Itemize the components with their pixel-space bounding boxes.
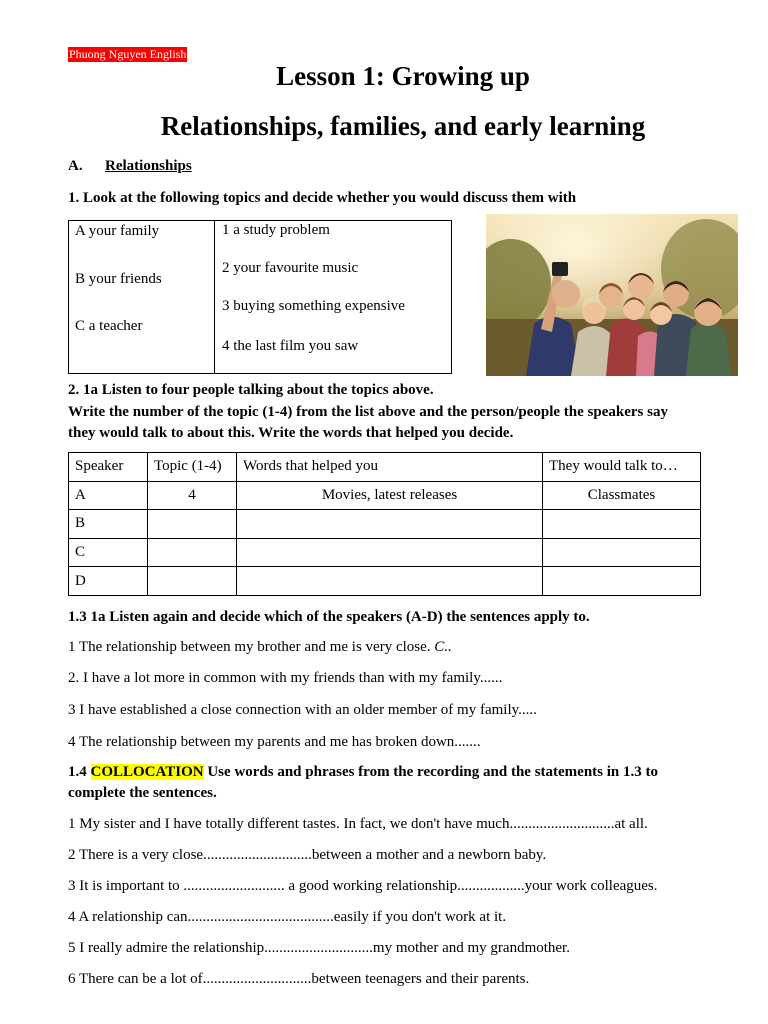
question-1-prompt: 1. Look at the following topics and decide whether you would discuss them with (68, 190, 577, 206)
person-item: A your family (75, 223, 160, 239)
gap-sentence-6: 6 There can be a lot of.............................between teenagers and their parents. (68, 971, 530, 987)
table-header-row (69, 453, 701, 482)
table-row (69, 481, 701, 510)
table-cell: D (69, 567, 148, 596)
table-cell[interactable] (148, 567, 237, 596)
table-cell[interactable] (237, 510, 543, 539)
table-cell: 4 (148, 481, 237, 510)
topic-item: 4 the last film you saw (222, 338, 359, 354)
table-cell: B (69, 510, 148, 539)
person-item: C a teacher (75, 318, 143, 334)
topic-item: 3 buying something expensive (222, 298, 405, 314)
question-1-3-prompt: 1.3 1a Listen again and decide which of the speakers (A-D) the sentences apply to. (68, 609, 590, 625)
table-cell: Movies, latest releases (237, 481, 543, 510)
collocation-tag: COLLOCATION (90, 764, 204, 780)
statement-answer: C.. (434, 639, 452, 655)
section-heading (68, 158, 192, 175)
table-cell[interactable] (543, 510, 701, 539)
statement-4: 4 The relationship between my parents and me has broken down....... (68, 734, 481, 750)
page-subtitle: Relationships, families, and early learning (160, 111, 646, 141)
statement-1 (68, 638, 452, 657)
table-row (69, 538, 701, 567)
section-letter: A. (68, 158, 83, 174)
question-number: 1.4 (68, 764, 87, 780)
gap-sentence-5: 5 I really admire the relationship.............................my mother and my grandmother. (68, 940, 570, 956)
topic-cell (215, 221, 452, 374)
topics-table (68, 220, 452, 374)
table-cell: C (69, 538, 148, 567)
table-row (69, 567, 701, 596)
table-cell[interactable] (148, 538, 237, 567)
table-cell: Classmates (543, 481, 701, 510)
gap-sentence-3: 3 It is important to ........................... a good working relationship..................your work colleagues. (68, 878, 658, 894)
question-text: Use words and phrases from the recording and the statements in 1.3 to (207, 764, 659, 780)
topic-item: 1 a study problem (222, 222, 330, 238)
table-cell[interactable] (237, 538, 543, 567)
people-cell (69, 221, 215, 374)
section-name: Relationships (105, 158, 192, 174)
table-cell[interactable] (148, 510, 237, 539)
column-header: Words that helped you (237, 453, 543, 482)
brand-label: Phuong Nguyen English (69, 47, 187, 61)
table-cell[interactable] (237, 567, 543, 596)
statement-2: 2. I have a lot more in common with my friends than with my family...... (68, 670, 503, 686)
person-item: B your friends (75, 271, 162, 287)
statement-3: 3 I have established a close connection with an older member of my family..... (68, 702, 537, 718)
table-cell[interactable] (543, 567, 701, 596)
question-2-line-2: Write the number of the topic (1-4) from the list above and the person/people the speakers say (68, 404, 668, 420)
question-2-line-3: they would talk to about this. Write the words that helped you decide. (68, 425, 514, 441)
page-title: Lesson 1: Growing up (276, 61, 530, 91)
gap-sentence-4: 4 A relationship can.......................................easily if you don't work at it. (68, 909, 507, 925)
speakers-table (68, 452, 701, 596)
column-header: They would talk to… (543, 453, 701, 482)
question-1-4-prompt (68, 762, 658, 783)
table-row (69, 510, 701, 539)
statement-text: 1 The relationship between my brother and me is very close. (68, 639, 431, 655)
gap-sentence-2: 2 There is a very close.............................between a mother and a newborn baby. (68, 847, 547, 863)
topic-item: 2 your favourite music (222, 260, 359, 276)
gap-sentence-1: 1 My sister and I have totally different tastes. In fact, we don't have much............................at all. (68, 816, 648, 832)
question-1-4-line-2: complete the sentences. (68, 785, 217, 801)
table-cell[interactable] (543, 538, 701, 567)
question-2-line-1: 2. 1a Listen to four people talking about the topics above. (68, 382, 434, 398)
table-cell: A (69, 481, 148, 510)
column-header: Speaker (69, 453, 148, 482)
family-selfie-photo (486, 214, 738, 376)
column-header: Topic (1-4) (148, 453, 237, 482)
